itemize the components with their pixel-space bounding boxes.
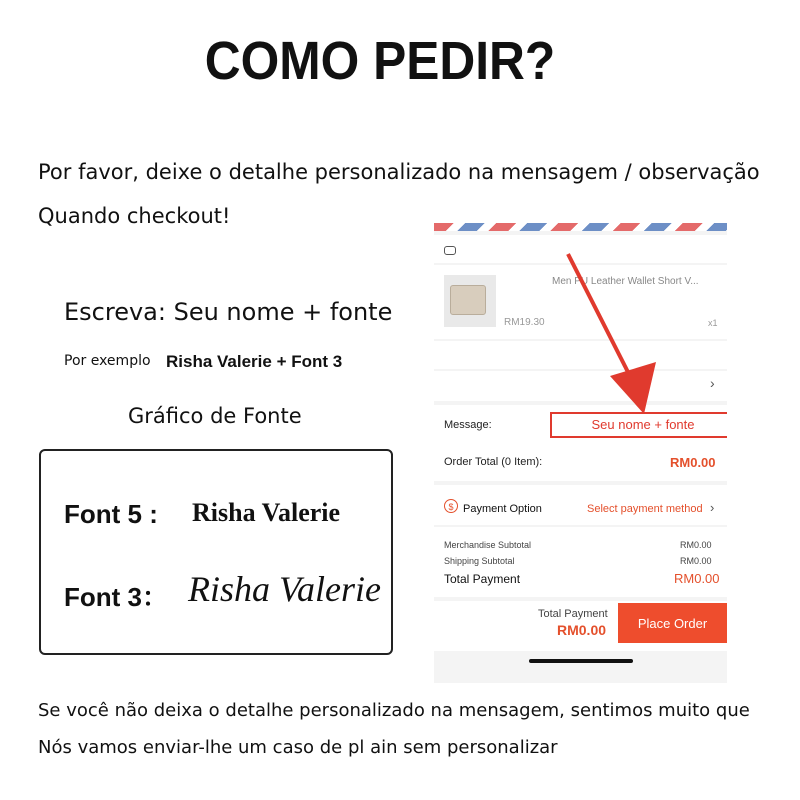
wallet-image [450,285,486,315]
total-payment-value: RM0.00 [674,571,720,586]
payment-option-label: Payment Option [463,503,542,515]
order-total-label: Order Total (0 Item): [444,456,543,468]
shipping-subtotal-value: RM0.00 [680,556,712,566]
font-chart-heading: Gráfico de Fonte [128,404,302,428]
product-price: RM19.30 [504,317,545,328]
outro-line-2: Nós vamos enviar-lhe um caso de pl ain sem personalizar [38,737,558,758]
example-label: Por exemplo [64,353,151,369]
product-name: Men PU Leather Wallet Short V... [552,276,699,287]
order-total-value: RM0.00 [670,455,716,470]
product-quantity: x1 [708,318,718,328]
merchandise-subtotal-value: RM0.00 [680,540,712,550]
merchandise-subtotal-label: Merchandise Subtotal [444,540,532,550]
font5-sample: Risha Valerie [192,498,341,527]
outro-line-1: Se você não deixa o detalhe personalizado na mensagem, sentimos muito que [38,700,750,721]
instruction-heading: Escreva: Seu nome + fonte [64,298,393,326]
bottom-total-label: Total Payment [538,608,608,620]
dollar-icon: $ [444,499,458,513]
select-payment-link[interactable]: Select payment method [587,503,703,515]
shop-icon [444,246,456,255]
intro-line-1: Por favor, deixe o detalhe personalizado na mensagem / observação [38,160,760,184]
example-value: Risha Valerie + Font 3 [166,352,343,371]
font5-label: Font 5 : [64,499,158,529]
chevron-right-icon[interactable]: › [710,375,715,391]
font-chart-box [39,449,393,655]
total-payment-label: Total Payment [444,572,521,586]
font3-label: Font 3： [64,582,168,612]
shipping-subtotal-label: Shipping Subtotal [444,556,515,566]
message-label: Message: [444,419,492,431]
intro-line-2: Quando checkout! [38,204,231,228]
place-order-button[interactable]: Place Order [618,603,727,643]
annotation-arrow-icon [560,250,670,420]
page-title: COMO PEDIR? [204,31,556,91]
airmail-border [434,223,727,231]
message-input[interactable]: Seu nome + fonte [550,412,727,438]
bottom-total-value: RM0.00 [557,622,607,638]
chevron-right-icon[interactable]: › [710,500,715,515]
home-indicator [529,659,633,663]
font3-sample: Risha Valerie [188,569,381,609]
